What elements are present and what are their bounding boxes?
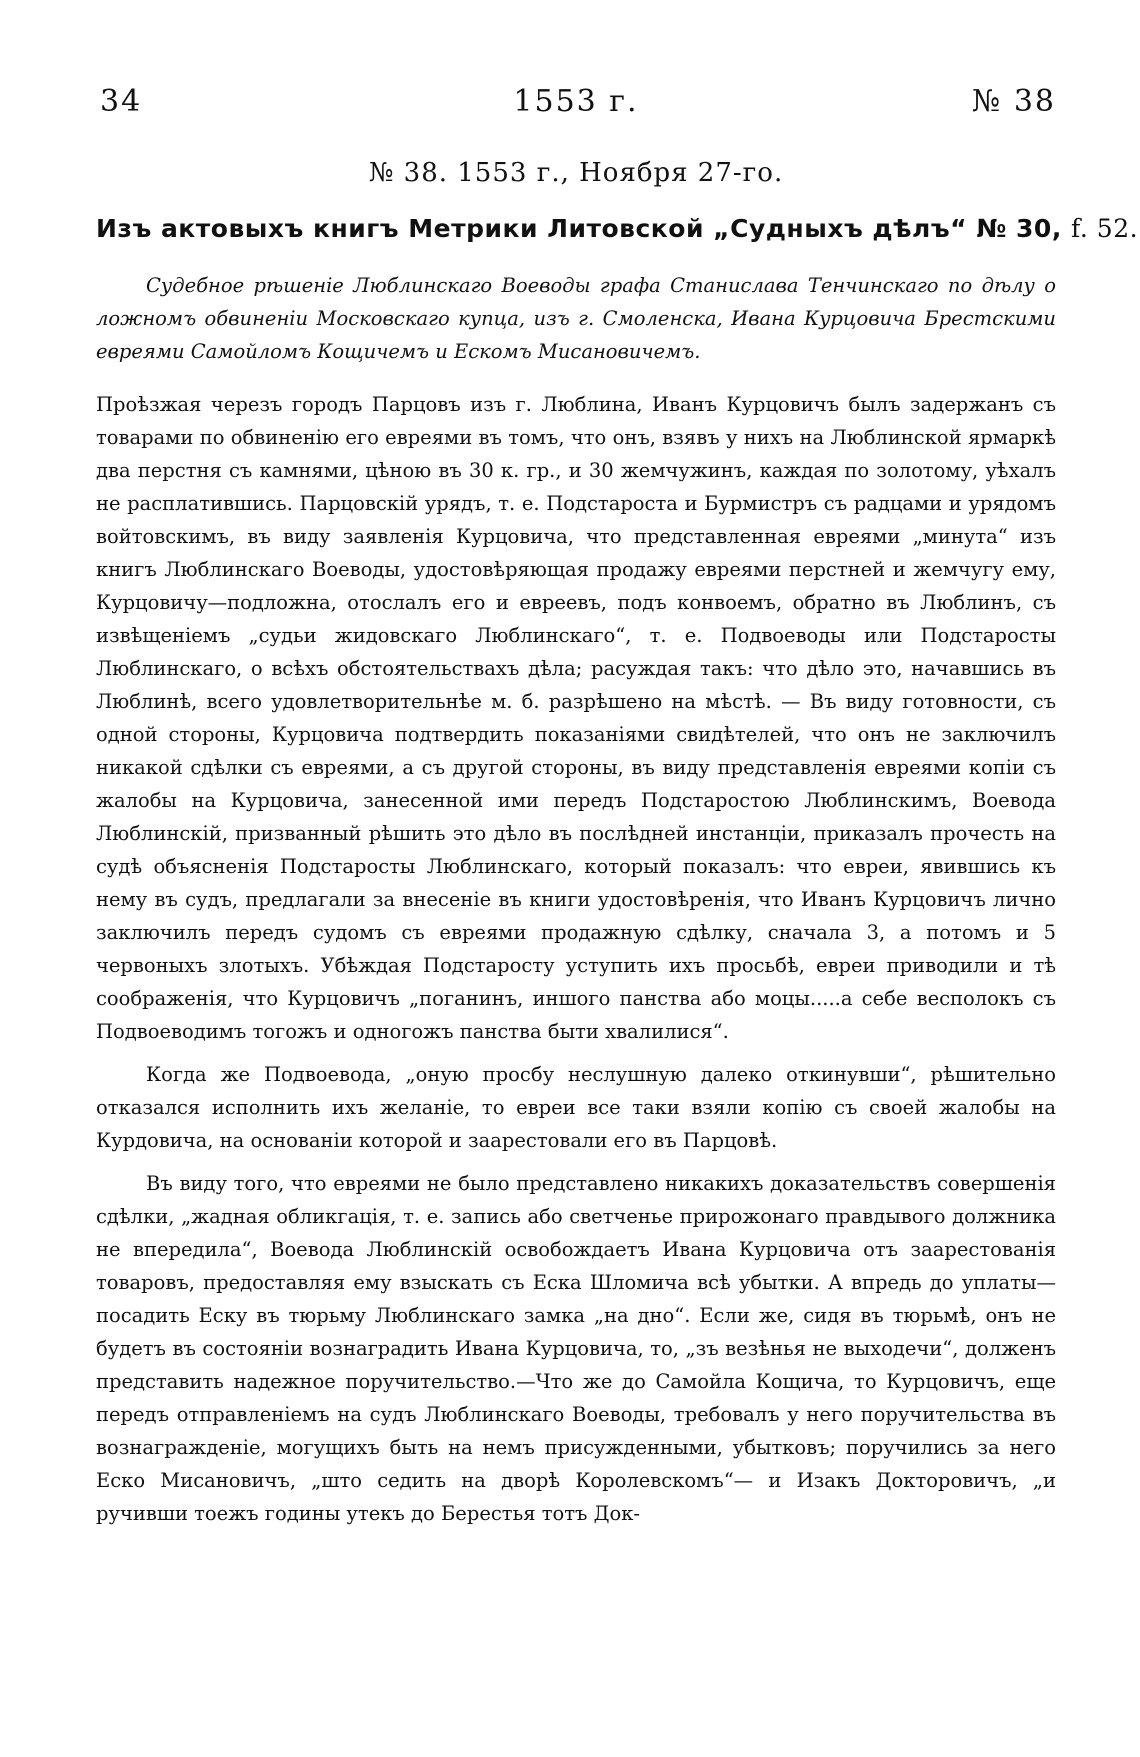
page-number: 34 [100, 84, 143, 119]
body-paragraph-2: Когда же Подвоевода, „оную просбу неслушную далеко откинувши“, рѣшительно отказался исполнить ихъ желаніе, то евреи все таки взяли копію съ своей жалобы на Курдовича, на основаніи которой и заарестовали его въ Парцовѣ. [96, 1062, 1056, 1152]
header-year: 1553 г. [513, 84, 639, 119]
page [96, 70, 1139, 1530]
source-folio: f. 52. [1071, 214, 1139, 243]
header-document-number: № 38 [971, 84, 1056, 119]
source-reference [96, 214, 1139, 243]
running-header [96, 70, 1056, 130]
body-paragraph-1: Проѣзжая черезъ городъ Парцовъ изъ г. Люблина, Иванъ Курцовичъ былъ задержанъ съ товарами по обвиненію его евреями въ томъ, что онъ, взявъ у нихъ на Люблинской ярмаркѣ два перстня съ камнями, цѣною въ 30 к. гр., и 30 жемчужинъ, каждая по золотому, уѣхалъ не расплатившись. Парцовскій урядъ, т. е. Подстароста и Бурмистръ съ радцами и урядомъ войтовскимъ, въ виду заявленія Курцовича, что представленная евреями „минута“ изъ книгъ Люблинскаго Воеводы, удостовѣряющая продажу евреями перстней и жемчугу ему, Курцовичу—подложна, отослалъ его и евреевъ, подъ конвоемъ, обратно въ Люблинъ, съ извѣщеніемъ „судьи жидовскаго Люблинскаго“, т. е. Подвоеводы или Подстаросты Люблинскаго, о всѣхъ обстоятельствахъ дѣла; расуждая такъ: что дѣло это, начавшись въ Люблинѣ, всего удовлетворительнѣе м. б. разрѣшено на мѣстѣ. — Въ виду готовности, съ одной стороны, Курцовича подтвердить показаніями свидѣтелей, что онъ не заключилъ никакой сдѣлки съ евреями, а съ другой стороны, въ виду представленія евреями копіи съ жалобы на Курцовича, занесенной ими передъ Подстаростою Люблинскимъ, Воевода Люблинскій, призванный рѣшить это дѣло въ послѣдней инстанціи, приказалъ прочесть на судѣ объясненія Подстаросты Люблинскаго, который показалъ: что евреи, явившись къ нему въ судъ, предлагали за внесеніе въ книги удостовѣренія, что Иванъ Курцовичъ лично заключилъ передъ судомъ съ евреями продажную сдѣлку, сначала 3, а потомъ и 5 червоныхъ злотыхъ. Убѣждая Подстаросту уступить ихъ просьбѣ, евреи приводили и тѣ соображенія, что Курцовичъ „поганинъ, иншого панства або моцы.....а себе весполокъ съ Подвоеводимъ тогожъ и одногожъ панства быти хвалилися“. [96, 392, 1056, 1043]
document-summary: Судебное рѣшеніе Люблинскаго Воеводы графа Станислава Тенчинскаго по дѣлу о ложномъ обвиненіи Московскаго купца, изъ г. Смоленска, Ивана Курцовича Брестскими евреями Самойломъ Кощичемъ и Ескомъ Мисановичемъ. [96, 274, 1056, 363]
source-text: Изъ актовыхъ книгъ Метрики Литовской „Судныхъ дѣлъ“ № 30, [96, 214, 1062, 243]
body-paragraph-3: Въ виду того, что евреями не было представлено никакихъ доказательствъ совершенія сдѣлки, „жадная обликгація, т. е. запись або светченье прирожонаго правдывого должника не впередила“, Воевода Люблинскій освобождаетъ Ивана Курцовича отъ заарестованія товаровъ, предоставляя ему взыскать съ Еска Шломича всѣ убытки. А впредь до уплаты—посадить Еску въ тюрьму Люблинскаго замка „на дно“. Если же, сидя въ тюрьмѣ, онъ не будетъ въ состояніи вознаградить Ивана Курцовича, то, „зъ везѣнья не выходечи“, долженъ представить надежное поручительство.—Что же до Самойла Кощича, то Курцовичъ, еще передъ отправленіемъ на судъ Люблинскаго Воеводы, требовалъ у него поручительства въ вознагражденіе, могущихъ быть на немъ присужденными, убытковъ; поручились за него Еско Мисановичъ, „што седить на дворѣ Королевскомъ“— и Изакъ Докторовичъ, „и ручивши тоежъ годины утекъ до Берестья тотъ Док- [96, 1171, 1056, 1525]
document-title: № 38. 1553 г., Ноября 27-го. [368, 158, 784, 188]
